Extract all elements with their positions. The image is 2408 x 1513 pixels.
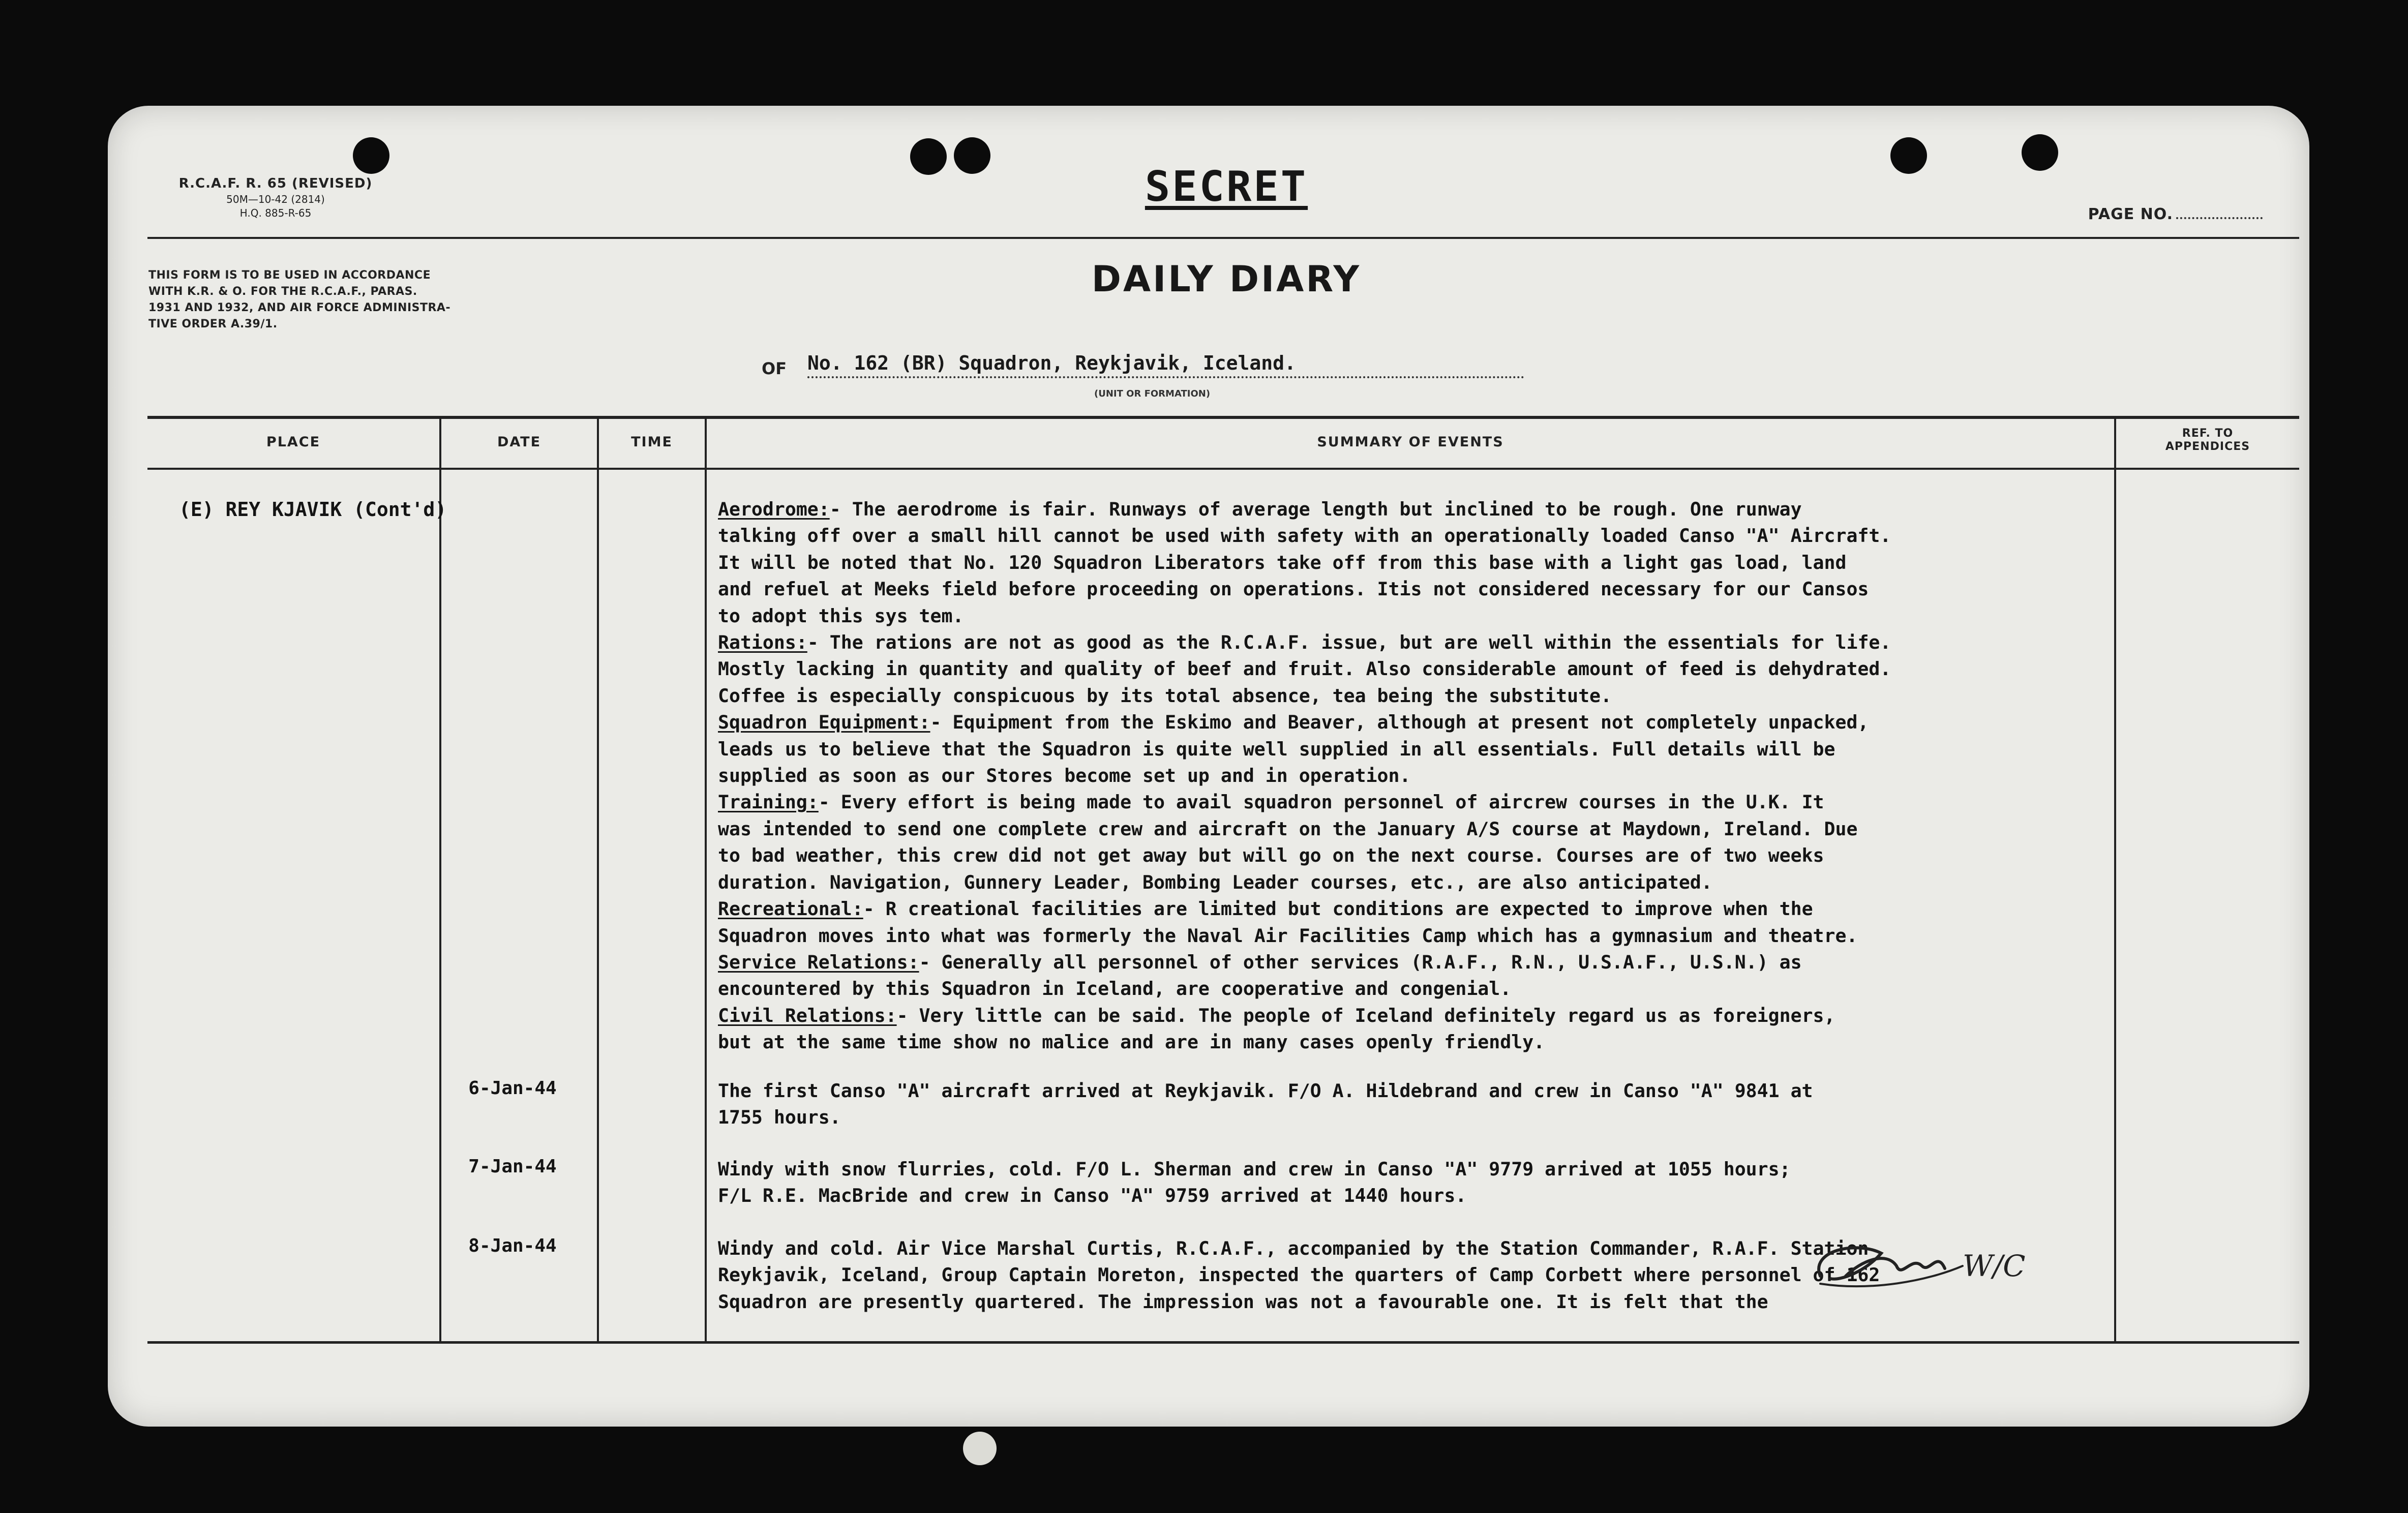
summary-text: encountered by this Squadron in Iceland, are cooperative and congenial. xyxy=(718,978,1512,1000)
summary-line xyxy=(718,603,2106,629)
summary-text: Mostly lacking in quantity and quality of beef and fruit. Also considerable amount of feed is dehydrated. xyxy=(718,658,1891,680)
summary-line xyxy=(718,709,2106,736)
summary-text: but at the same time show no malice and are in many cases openly friendly. xyxy=(718,1031,1545,1053)
summary-line xyxy=(718,842,2106,869)
column-divider xyxy=(439,417,441,1342)
summary-entry xyxy=(718,1156,2106,1209)
punch-hole xyxy=(2022,134,2058,171)
form-code-line-3: H.Q. 885-R-65 xyxy=(239,207,312,220)
summary-text: Windy with snow flurries, cold. F/O L. Sherman and crew in Canso "A" 9779 arrived at 1055 hours; xyxy=(718,1158,1791,1180)
summary-line xyxy=(718,949,2106,976)
column-header-place: PLACE xyxy=(266,434,321,450)
place-entry: (E) REY KJAVIK (Cont'd) xyxy=(179,498,447,521)
summary-line xyxy=(718,869,2106,896)
summary-text: Coffee is especially conspicuous by its total absence, tea being the substitute. xyxy=(718,684,1612,707)
entry-date: 6-Jan-44 xyxy=(468,1078,557,1099)
summary-line xyxy=(718,896,2106,922)
unit-field: No. 162 (BR) Squadron, Reykjavik, Iceland. xyxy=(807,352,1524,378)
summary-text: - The aerodrome is fair. Runways of average length but inclined to be rough. One runway xyxy=(829,498,1802,520)
summary-text: talking off over a small hill cannot be used with safety with an operationally loaded Canso "A" Aircraft. xyxy=(718,525,1891,547)
summary-line xyxy=(718,1003,2106,1029)
header-rule xyxy=(147,237,2299,239)
summary-line xyxy=(718,523,2106,549)
authority-note-line: 1931 AND 1932, AND AIR FORCE ADMINISTRA- xyxy=(148,301,451,314)
summary-text: - Generally all personnel of other services (R.A.F., R.N., U.S.A.F., U.S.N.) as xyxy=(919,951,1802,973)
summary-line xyxy=(718,1029,2106,1055)
section-heading: Aerodrome: xyxy=(718,498,830,520)
form-code-line-1: R.C.A.F. R. 65 (REVISED) xyxy=(178,176,373,191)
summary-text: leads us to believe that the Squadron is quite well supplied in all essentials. Full details will be xyxy=(718,738,1835,760)
punch-hole xyxy=(1890,137,1927,174)
summary-text: and refuel at Meeks field before proceeding on operations. Itis not considered necessary for our Cansos xyxy=(718,578,1869,600)
summary-entry xyxy=(718,1078,2106,1131)
column-header-date: DATE xyxy=(497,434,541,450)
form-code-line-2: 50M—10-42 (2814) xyxy=(226,193,325,206)
authority-note-line: WITH K.R. & O. FOR THE R.C.A.F., PARAS. xyxy=(148,285,417,298)
column-divider xyxy=(597,417,599,1342)
section-heading: Training: xyxy=(718,791,819,813)
summary-line xyxy=(718,923,2106,949)
column-header-summary: SUMMARY OF EVENTS xyxy=(1317,434,1504,450)
summary-line xyxy=(718,789,2106,815)
unit-of-label: OF xyxy=(762,359,787,378)
authority-note xyxy=(148,267,550,332)
summary-text: F/L R.E. MacBride and crew in Canso "A" 9759 arrived at 1440 hours. xyxy=(718,1185,1467,1207)
table-bottom-rule xyxy=(147,1341,2299,1344)
column-header-appendices xyxy=(2116,427,2299,454)
page-number-label: PAGE NO. xyxy=(2088,205,2173,223)
section-heading: Recreational: xyxy=(718,898,863,920)
page-number-blank xyxy=(2176,217,2263,219)
summary-line xyxy=(718,816,2106,842)
unit-caption: (UNIT OR FORMATION) xyxy=(1094,388,1211,399)
summary-text: - The rations are not as good as the R.C.A.F. issue, but are well within the essentials for life. xyxy=(807,631,1891,654)
bottom-punch-hole xyxy=(963,1432,997,1465)
authority-note-line: TIVE ORDER A.39/1. xyxy=(148,317,278,330)
summary-line xyxy=(718,763,2106,789)
summary-text: supplied as soon as our Stores become set up and in operation. xyxy=(718,765,1411,787)
security-classification: SECRET xyxy=(1145,163,1308,211)
header-row-rule xyxy=(147,468,2299,470)
summary-text: - Equipment from the Eskimo and Beaver, although at present not completely unpacked, xyxy=(930,711,1869,734)
summary-text: to adopt this sys tem. xyxy=(718,604,964,627)
summary-block-general xyxy=(718,496,2106,1056)
column-header-time: TIME xyxy=(631,434,673,450)
entry-date: 8-Jan-44 xyxy=(468,1235,557,1256)
summary-text: - R creational facilities are limited but conditions are expected to improve when the xyxy=(863,898,1813,920)
section-heading: Service Relations: xyxy=(718,951,919,973)
handwritten-signature xyxy=(1810,1230,2044,1302)
table-top-rule xyxy=(147,416,2299,419)
diary-form-sheet xyxy=(108,106,2309,1427)
diary-title: DAILY DIARY xyxy=(1091,258,1362,300)
punch-hole xyxy=(353,137,389,174)
column-divider xyxy=(2114,417,2116,1342)
summary-line xyxy=(718,576,2106,602)
summary-text: Squadron moves into what was formerly the Naval Air Facilities Camp which has a gymnasium and theatre. xyxy=(718,924,1858,947)
section-heading: Squadron Equipment: xyxy=(718,711,930,734)
page-number-field xyxy=(2088,205,2263,223)
summary-text: - Every effort is being made to avail squadron personnel of aircrew courses in the U.K. It xyxy=(818,791,1824,813)
summary-text: duration. Navigation, Gunnery Leader, Bombing Leader courses, etc., are also anticipated. xyxy=(718,871,1712,893)
summary-line xyxy=(718,550,2106,576)
summary-text: Reykjavik, Iceland, Group Captain Moreton, inspected the quarters of Camp Corbett where personnel of 162 xyxy=(718,1264,1880,1286)
appendices-header-line: REF. TO xyxy=(2182,427,2234,440)
section-heading: Rations: xyxy=(718,631,807,654)
summary-text: Squadron are presently quartered. The impression was not a favourable one. It is felt that the xyxy=(718,1290,1768,1313)
summary-text: 1755 hours. xyxy=(718,1106,841,1129)
punch-hole xyxy=(910,138,947,175)
appendices-header-line: APPENDICES xyxy=(2165,440,2250,453)
entry-date: 7-Jan-44 xyxy=(468,1156,557,1177)
summary-text: Windy and cold. Air Vice Marshal Curtis, R.C.A.F., accompanied by the Station Commander, R.A.F. Station xyxy=(718,1237,1869,1259)
summary-text: It will be noted that No. 120 Squadron Liberators take off from this base with a light gas load, land xyxy=(718,551,1847,573)
summary-line xyxy=(718,976,2106,1002)
entry-line xyxy=(718,1104,2106,1131)
punch-hole xyxy=(954,137,990,174)
summary-line xyxy=(718,683,2106,709)
signature-suffix: W/C xyxy=(1963,1249,2026,1283)
entry-line xyxy=(718,1078,2106,1104)
summary-text: - Very little can be said. The people of Iceland definitely regard us as foreigners, xyxy=(896,1004,1835,1026)
summary-line xyxy=(718,629,2106,656)
summary-text: to bad weather, this crew did not get away but will go on the next course. Courses are of two weeks xyxy=(718,844,1824,867)
summary-line xyxy=(718,656,2106,682)
summary-text: The first Canso "A" aircraft arrived at Reykjavik. F/O A. Hildebrand and crew in Canso "A" 9841 at xyxy=(718,1080,1813,1102)
section-heading: Civil Relations: xyxy=(718,1004,897,1026)
summary-text: was intended to send one complete crew and aircraft on the January A/S course at Maydown, Ireland. Due xyxy=(718,818,1858,840)
summary-line xyxy=(718,496,2106,523)
authority-note-line: THIS FORM IS TO BE USED IN ACCORDANCE xyxy=(148,269,431,282)
form-code xyxy=(154,175,398,220)
summary-line xyxy=(718,736,2106,763)
entry-line xyxy=(718,1156,2106,1183)
column-divider xyxy=(705,417,707,1342)
entry-line xyxy=(718,1183,2106,1209)
